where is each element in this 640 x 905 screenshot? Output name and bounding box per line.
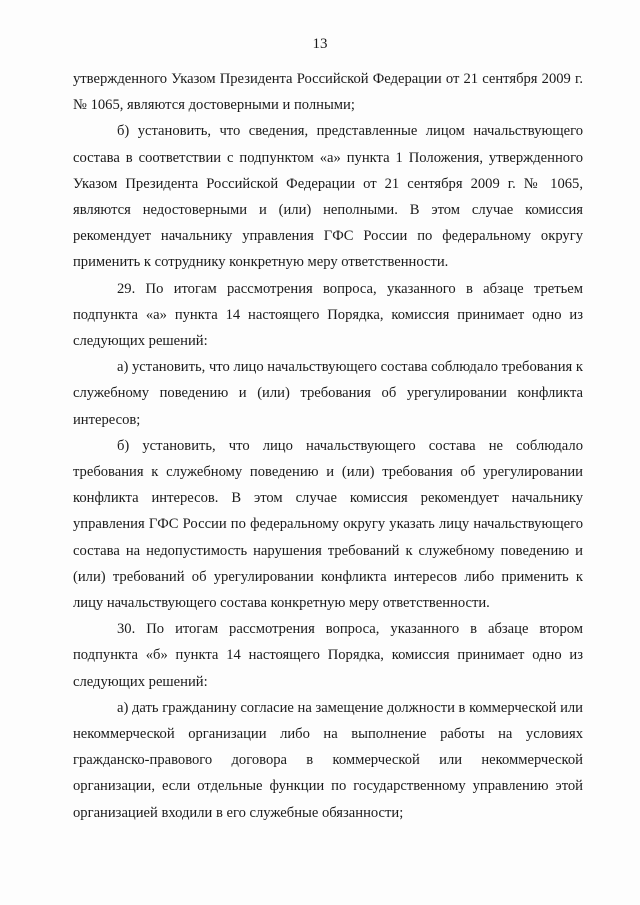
paragraph-4: а) установить, что лицо начальствующего состава соблюдало требования к служебному поведению и (или) требования об урегулировании конфликта интересов;: [73, 359, 583, 428]
paragraph-7: а) дать гражданину согласие на замещение должности в коммерческой или некоммерческой организации либо на выполнение работы на условиях гражданско-правового договора в коммерческой или некоммерческой организации, если отдельные функции по государственному управлению этой организацией входили в его служебные обязанности;: [73, 699, 583, 821]
paragraph-5: б) установить, что лицо начальствующего состава не соблюдало требования к служебному поведению и (или) требования об урегулировании конфликта интересов. В этом случае комиссия рекомендует начальнику управления ГФС России по федеральному округу указать лицу начальствующего состава на недопустимость нарушения требований к служебному поведению и (или) требований об урегулировании конфликта интересов либо применить к лицу начальствующего состава конкретную меру ответственности.: [73, 437, 583, 612]
paragraph-2: б) установить, что сведения, представленные лицом начальствующего состава в соответствии с подпунктом «а» пункта 1 Положения, утвержденного Указом Президента Российской Федерации от 21 сентября 2009 г. № 1065, являются недостоверными и (или) неполными. В этом случае комиссия рекомендует начальнику управления ГФС России по федеральному округу применить к сотруднику конкретную меру ответственности.: [73, 123, 583, 271]
paragraph-1: утвержденного Указом Президента Российской Федерации от 21 сентября 2009 г. № 1065, являются достоверными и полными;: [73, 71, 583, 114]
paragraph-6: 30. По итогам рассмотрения вопроса, указанного в абзаце втором подпункта «б» пункта 14 настоящего Порядка, комиссия принимает одно из следующих решений:: [73, 621, 583, 690]
paragraph-3: 29. По итогам рассмотрения вопроса, указанного в абзаце третьем подпункта «а» пункта 14 настоящего Порядка, комиссия принимает одно из следующих решений:: [73, 280, 583, 350]
page-number: 13: [312, 36, 328, 52]
document-body: [73, 66, 583, 826]
